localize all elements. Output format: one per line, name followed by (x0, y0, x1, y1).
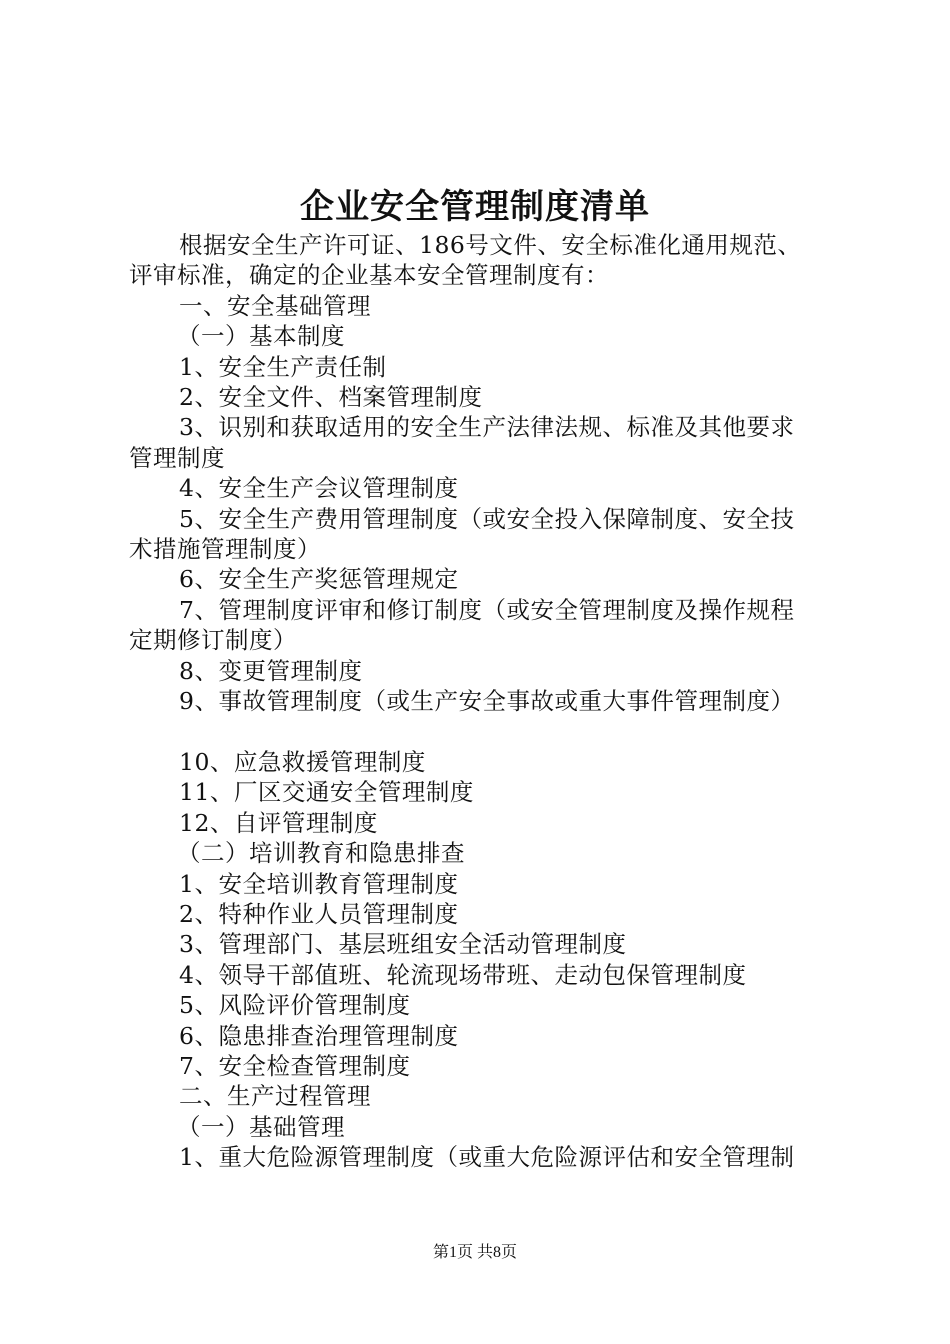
text-line: 4、领导干部值班、轮流现场带班、走动包保管理制度 (179, 960, 747, 989)
text-line: 9、事故管理制度（或生产安全事故或重大事件管理制度） (179, 687, 795, 716)
text-line: 二、生产过程管理 (179, 1082, 371, 1111)
text-line: 评审标准，确定的企业基本安全管理制度有： (129, 261, 609, 290)
text-line: 5、安全生产费用管理制度（或安全投入保障制度、安全技 (179, 504, 795, 533)
text-line: 管理制度 (129, 443, 225, 472)
text-line: 5、风险评价管理制度 (179, 991, 411, 1020)
text-line: 8、变更管理制度 (179, 656, 363, 685)
text-line: 7、安全检查管理制度 (179, 1051, 411, 1080)
text-line: 1、安全生产责任制 (179, 352, 387, 381)
text-line: 一、安全基础管理 (179, 291, 371, 320)
text-line: 12、自评管理制度 (179, 808, 378, 837)
document-body (129, 230, 839, 1173)
text-line: （一）基础管理 (177, 1112, 345, 1141)
text-line: 定期修订制度） (129, 626, 297, 655)
text-line: 6、安全生产奖惩管理规定 (179, 565, 459, 594)
text-line: 11、厂区交通安全管理制度 (179, 778, 474, 807)
text-line: 1、重大危险源管理制度（或重大危险源评估和安全管理制 (179, 1143, 795, 1172)
text-line: 4、安全生产会议管理制度 (179, 474, 459, 503)
text-line: 3、识别和获取适用的安全生产法律法规、标准及其他要求 (179, 413, 795, 442)
text-line: 7、管理制度评审和修订制度（或安全管理制度及操作规程 (179, 595, 795, 624)
text-line: 10、应急救援管理制度 (179, 747, 426, 776)
text-line: （二）培训教育和隐患排查 (177, 839, 465, 868)
text-line: 1、安全培训教育管理制度 (179, 869, 459, 898)
text-line: 2、特种作业人员管理制度 (179, 899, 459, 928)
text-line: 6、隐患排查治理管理制度 (179, 1021, 459, 1050)
text-line: （一）基本制度 (177, 322, 345, 351)
text-line: 术措施管理制度） (129, 535, 321, 564)
document-title: 企业安全管理制度清单 (300, 187, 650, 227)
text-line: 2、安全文件、档案管理制度 (179, 383, 483, 412)
text-line: 3、管理部门、基层班组安全活动管理制度 (179, 930, 627, 959)
text-line: 根据安全生产许可证、186号文件、安全标准化通用规范、 (179, 231, 802, 259)
page-footer: 第1页 共8页 (432, 1244, 517, 1261)
blank-line (129, 717, 839, 747)
